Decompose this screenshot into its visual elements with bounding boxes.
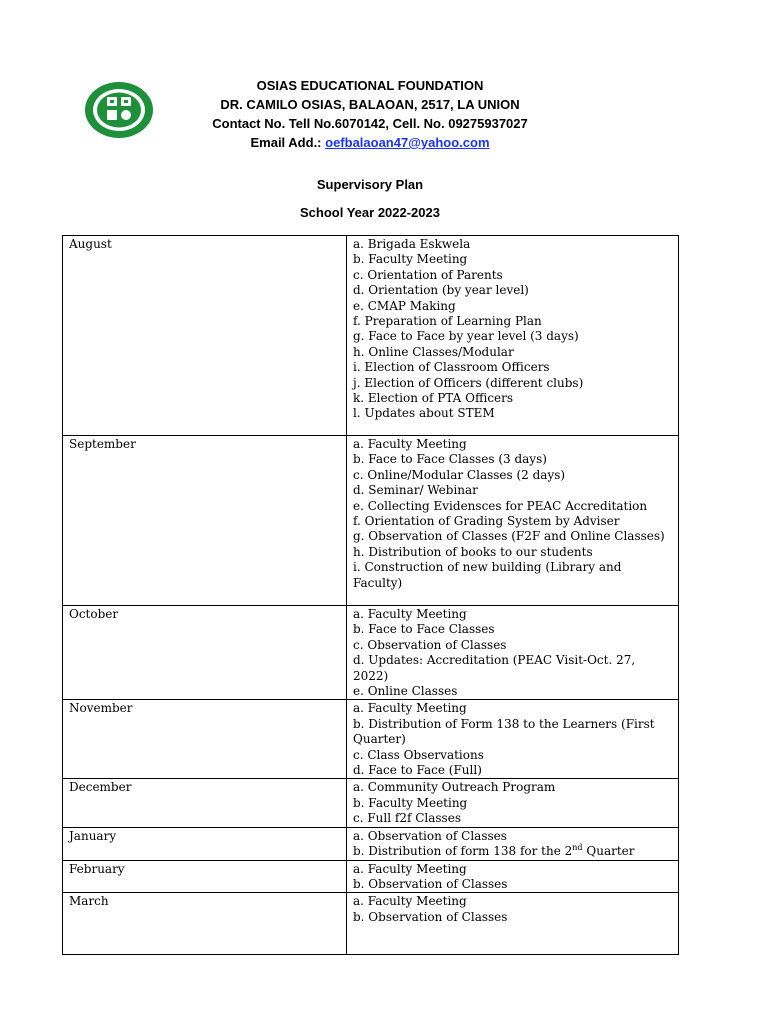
month-cell: September xyxy=(63,436,347,606)
activities-cell xyxy=(347,827,679,860)
table-row xyxy=(63,860,679,893)
activity-item: a. Faculty Meeting xyxy=(353,701,467,716)
month-cell: November xyxy=(63,700,347,779)
document-title: Supervisory Plan xyxy=(316,177,424,192)
activity-item: b. Distribution of Form 138 to the Learners (First Quarter) xyxy=(353,716,655,747)
letterhead xyxy=(0,76,740,152)
activities-cell xyxy=(347,779,679,827)
activity-item: d. Updates: Accreditation (PEAC Visit-Oct. 27, 2022) xyxy=(353,653,636,683)
table-row xyxy=(63,893,679,955)
month-cell: October xyxy=(63,606,347,700)
activity-item: g. Face to Face by year level (3 days) xyxy=(353,329,579,344)
activities-cell xyxy=(347,860,679,893)
email-line xyxy=(0,133,740,152)
activity-item: b. Observation of Classes xyxy=(353,876,508,891)
supervisory-plan-table xyxy=(62,235,679,955)
org-name: OSIAS EDUCATIONAL FOUNDATION xyxy=(256,78,484,93)
activity-item: c. Observation of Classes xyxy=(353,637,507,652)
activity-item: d. Orientation (by year level) xyxy=(353,283,529,298)
activity-item: b. Face to Face Classes xyxy=(353,622,495,637)
contact-numbers: Contact No. Tell No.6070142, Cell. No. 09275937027 xyxy=(212,116,528,131)
activity-item: e. Online Classes xyxy=(353,684,458,699)
activity-item: a. Faculty Meeting xyxy=(353,437,467,451)
activities-cell xyxy=(347,436,679,606)
activity-item: c. Class Observations xyxy=(353,747,484,762)
activity-item: a. Brigada Eskwela xyxy=(353,237,471,251)
activity-item: k. Election of PTA Officers xyxy=(353,391,514,406)
table-row xyxy=(63,436,679,606)
activity-item: b. Distribution of form 138 for the 2nd Quarter xyxy=(353,843,635,859)
month-cell: February xyxy=(63,860,347,893)
table-row xyxy=(63,827,679,860)
table-row xyxy=(63,700,679,779)
activity-item: h. Online Classes/Modular xyxy=(353,344,514,359)
month-cell: January xyxy=(63,827,347,860)
month-cell: August xyxy=(63,236,347,436)
org-address: DR. CAMILO OSIAS, BALAOAN, 2517, LA UNION xyxy=(220,97,520,112)
activity-item: b. Faculty Meeting xyxy=(353,795,468,810)
month-cell: December xyxy=(63,779,347,827)
email-link[interactable]: oefbalaoan47@yahoo.com xyxy=(325,135,490,150)
activity-item: i. Election of Classroom Officers xyxy=(353,360,550,375)
activity-item: a. Faculty Meeting xyxy=(353,861,467,876)
activity-item: b. Faculty Meeting xyxy=(353,252,468,267)
table-row xyxy=(63,236,679,436)
activity-item: f. Orientation of Grading System by Adviser xyxy=(353,514,620,529)
activity-item: c. Online/Modular Classes (2 days) xyxy=(353,467,566,482)
activities-cell xyxy=(347,700,679,779)
month-cell: March xyxy=(63,893,347,955)
activity-item: a. Community Outreach Program xyxy=(353,780,556,795)
activity-item: h. Distribution of books to our students xyxy=(353,544,593,559)
activity-item: c. Full f2f Classes xyxy=(353,811,461,826)
activity-item: d. Face to Face (Full) xyxy=(353,763,482,778)
activity-item: i. Construction of new building (Library and Faculty) xyxy=(353,560,622,590)
activities-cell xyxy=(347,606,679,700)
activity-item: a. Faculty Meeting xyxy=(353,894,467,909)
school-year: School Year 2022-2023 xyxy=(300,205,440,220)
activity-item: l. Updates about STEM xyxy=(353,406,495,421)
activity-item: a. Faculty Meeting xyxy=(353,607,467,621)
activity-item: g. Observation of Classes (F2F and Online Classes) xyxy=(353,529,665,544)
activities-cell xyxy=(347,236,679,436)
table-row xyxy=(63,779,679,827)
activities-cell xyxy=(347,893,679,955)
activity-item: b. Face to Face Classes (3 days) xyxy=(353,452,547,467)
activity-item: f. Preparation of Learning Plan xyxy=(353,314,542,329)
email-label: Email Add.: xyxy=(250,135,326,150)
activity-item: d. Seminar/ Webinar xyxy=(353,483,478,498)
activity-item: e. Collecting Evidensces for PEAC Accreditation xyxy=(353,498,648,513)
activity-item: a. Observation of Classes xyxy=(353,828,507,843)
table-row xyxy=(63,606,679,700)
activity-item: c. Orientation of Parents xyxy=(353,267,503,282)
activity-item: b. Observation of Classes xyxy=(353,909,508,924)
activity-item: j. Election of Officers (different clubs) xyxy=(353,375,584,390)
activity-item: e. CMAP Making xyxy=(353,298,456,313)
